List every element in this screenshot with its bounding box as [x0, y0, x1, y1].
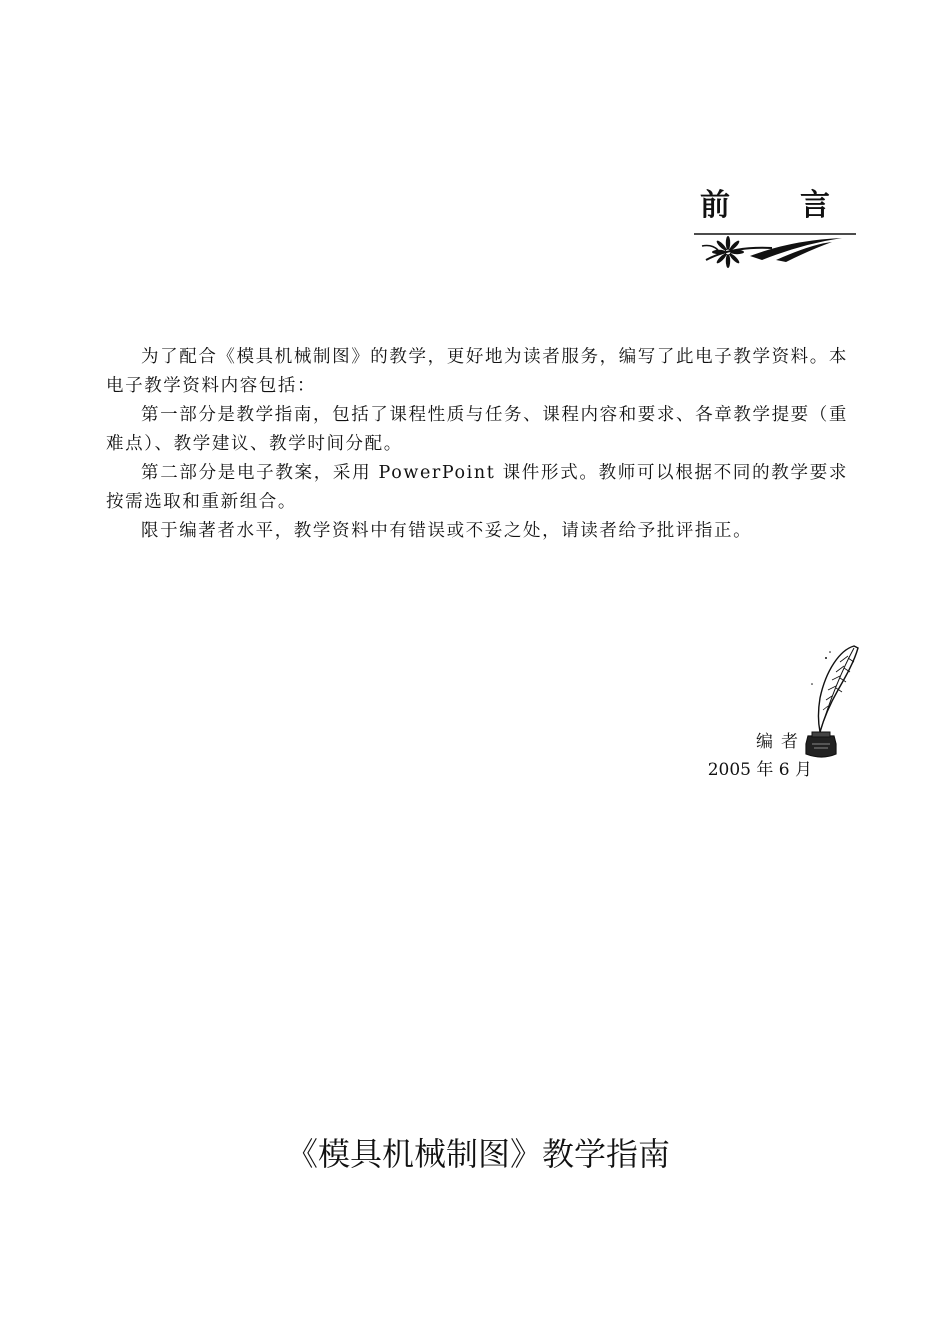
heading-char-2: 言: [800, 188, 830, 223]
paragraph-4: 限于编著者水平，教学资料中有错误或不妥之处，请读者给予批评指正。: [141, 521, 753, 541]
page-heading: [700, 182, 830, 230]
paragraph-1: 为了配合《模具机械制图》的教学，更好地为读者服务，编写了此电子教学资料。本电子教学资料内容包括：: [106, 347, 848, 396]
heading-char-1: 前: [700, 188, 730, 223]
flower-swash-ornament-icon: [692, 226, 858, 270]
paragraph-3: 第二部分是电子教案，采用 PowerPoint 课件形式。教师可以根据不同的教学要求按需选取和重新组合。: [106, 463, 848, 512]
signature-author: 编者: [756, 732, 806, 752]
paragraph-2: 第一部分是教学指南，包括了课程性质与任务、课程内容和要求、各章教学提要（重难点）、教学建议、教学时间分配。: [106, 405, 848, 454]
signature-block: [690, 728, 830, 784]
preface-body: [106, 343, 848, 546]
signature-date: 2005 年 6 月: [707, 760, 812, 780]
footer-title: 《模具机械制图》教学指南: [285, 1135, 670, 1173]
